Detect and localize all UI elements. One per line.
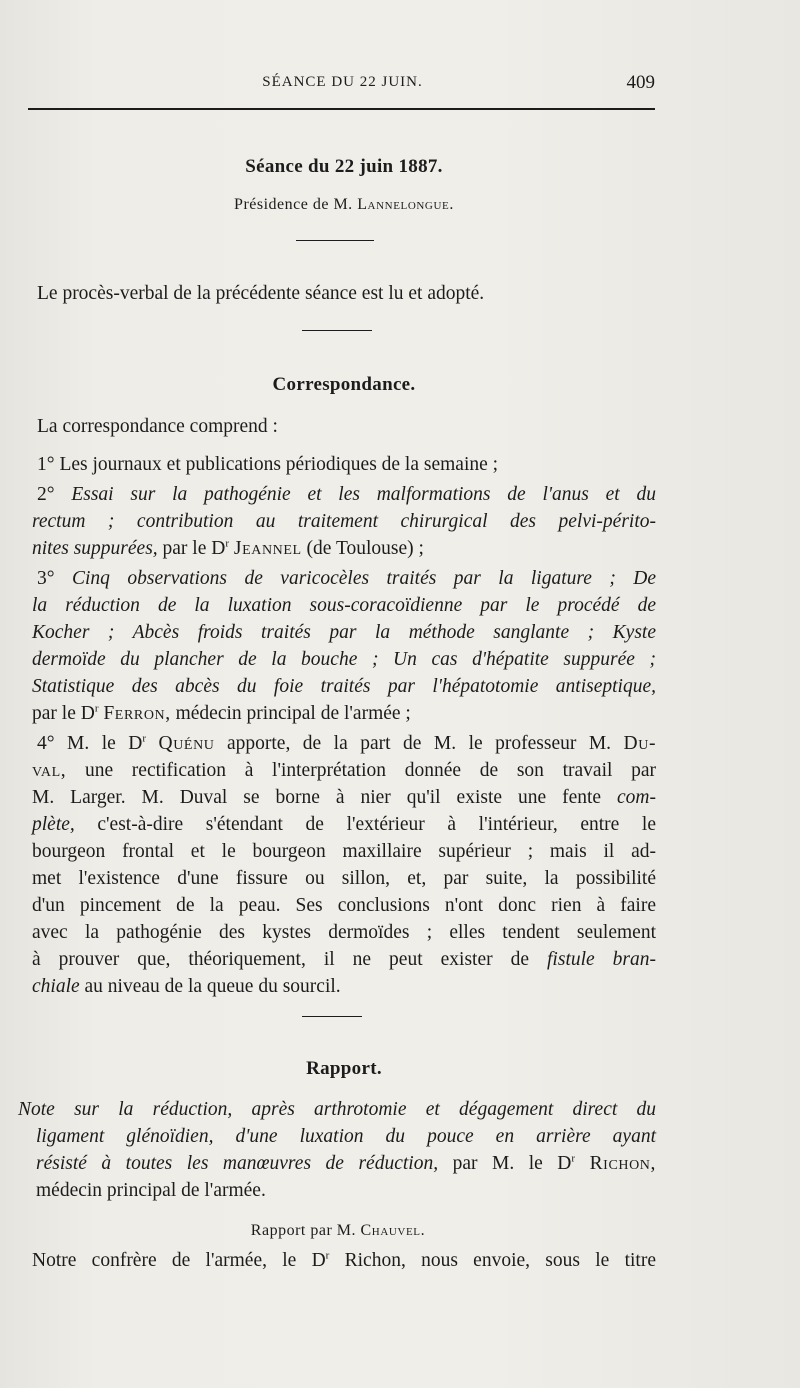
rapport-line: médecin principal de l'armée. (36, 1180, 266, 1201)
author-name: Richon, (589, 1153, 656, 1174)
rapport-byline (138, 1218, 538, 1244)
item-4-line: avec la pathogénie des kystes dermoïdes ; elles tendent seulement (32, 922, 656, 943)
item-4-line: met l'existence d'une fissure ou sillon, et, par suite, la possibilité (32, 868, 656, 889)
header-rule (28, 108, 655, 110)
byline-prefix: Rapport par M. (250, 1222, 356, 1239)
item-text: par le D (32, 703, 95, 724)
rapport-body (32, 1248, 656, 1274)
item-text: chiale (32, 976, 80, 997)
superscript: r (225, 537, 230, 550)
item-3-line (32, 701, 656, 727)
item-4-line (32, 974, 656, 1000)
item-text: une rectification à l'interprétation donnée de son travail par (84, 760, 656, 781)
body-text: Richon, nous envoie, sous le titre (344, 1250, 656, 1271)
item-text: M. Larger. M. Duval se borne à nier qu'il existe une fente (32, 787, 602, 808)
author-name: Jeannel (233, 538, 302, 559)
item-text: Cinq observations de varicocèles traités par la ligature ; De (72, 568, 657, 589)
item-2-line (32, 482, 656, 508)
item-1 (37, 452, 661, 478)
item-text: com- (617, 787, 657, 808)
rapport-line (36, 1124, 656, 1150)
reporter-name: Chauvel. (360, 1222, 426, 1239)
item-text: la réduction de la luxation sous-coracoïdienne par le procédé de (32, 595, 656, 616)
item-text: M. le D (67, 733, 143, 754)
page-number: 409 (626, 72, 655, 93)
item-3-line (32, 593, 656, 619)
president-name: Lannelongue. (357, 196, 454, 213)
item-number: 4° (37, 733, 55, 754)
seance-title: Séance du 22 juin 1887. (245, 156, 443, 177)
item-4-line (32, 947, 656, 973)
rapport-line (36, 1151, 656, 1177)
item-number: 1° (37, 454, 55, 475)
item-text: plète, (32, 814, 75, 835)
superscript: r (142, 732, 147, 745)
item-text: nites suppurées, (32, 538, 158, 559)
item-4-line (32, 731, 656, 757)
superscript: r (94, 702, 99, 715)
item-3-line (32, 674, 656, 700)
item-2-line (32, 509, 656, 535)
item-4-line: bourgeon frontal et le bourgeon maxillaire supérieur ; mais il ad- (32, 841, 656, 862)
correspondance-title: Correspondance. (272, 374, 416, 395)
item-text: apporte, de la part de M. le professeur M. (226, 733, 612, 754)
item-text: par le D (162, 538, 226, 559)
divider (302, 1016, 362, 1017)
proces-verbal: Le procès-verbal de la précédente séance est lu et adopté. (37, 283, 485, 304)
item-text: val, (32, 760, 67, 781)
item-4-line (32, 812, 656, 838)
item-2-line (32, 536, 656, 562)
item-text: médecin principal de l'armée ; (175, 703, 411, 724)
item-text: au niveau de la queue du sourcil. (84, 976, 341, 997)
item-text: à prouver que, théoriquement, il ne peut exister de (32, 949, 530, 970)
item-text: Kocher ; Abcès froids traités par la méthode sanglante ; Kyste (32, 622, 656, 643)
author-name: Quénu (158, 733, 215, 754)
superscript: r (325, 1249, 330, 1262)
item-text: Essai sur la pathogénie et les malformations de l'anus et du (71, 484, 656, 505)
presidence-prefix: Présidence de M. (234, 196, 353, 213)
item-3-line (32, 620, 656, 646)
item-number: 2° (37, 484, 55, 505)
item-4-line (32, 785, 656, 811)
rapport-text: par M. le D (452, 1153, 572, 1174)
author-name: Ferron, (103, 703, 171, 724)
rapport-line (18, 1097, 656, 1123)
item-text: c'est-à-dire s'étendant de l'extérieur à l'intérieur, entre le (97, 814, 656, 835)
item-4-line (32, 758, 656, 784)
item-text: Statistique des abcès du foie traités par l'hépatotomie antiseptique, (32, 676, 656, 697)
divider (296, 240, 374, 241)
running-head (30, 74, 655, 98)
rapport-text: ligament glénoïdien, d'une luxation du pouce en arrière ayant (36, 1126, 656, 1147)
item-text: Les journaux et publications périodiques de la semaine ; (59, 454, 499, 475)
superscript: r (571, 1152, 576, 1165)
rapport-title: Rapport. (306, 1058, 382, 1079)
running-title: SÉANCE DU 22 JUIN. (262, 74, 423, 90)
rapport-text: Note sur la réduction, après arthrotomie et dégagement direct du (18, 1099, 656, 1120)
item-3-line (32, 566, 656, 592)
correspondance-intro: La correspondance comprend : (37, 416, 278, 437)
item-3-line (32, 647, 656, 673)
item-text: rectum ; contribution au traitement chirurgical des pelvi-périto- (32, 511, 656, 532)
presidence-line (32, 192, 656, 218)
divider (302, 330, 372, 331)
rapport-text: résisté à toutes les manœuvres de réduction, (36, 1153, 439, 1174)
item-number: 3° (37, 568, 55, 589)
item-text: dermoïde du plancher de la bouche ; Un cas d'hépatite suppurée ; (32, 649, 656, 670)
body-text: Notre confrère de l'armée, le D (32, 1250, 326, 1271)
item-text: (de Toulouse) ; (306, 538, 424, 559)
item-4-line: d'un pincement de la peau. Ses conclusions n'ont donc rien à faire (32, 895, 656, 916)
item-text: Du- (623, 733, 657, 754)
item-text: fistule bran- (547, 949, 657, 970)
